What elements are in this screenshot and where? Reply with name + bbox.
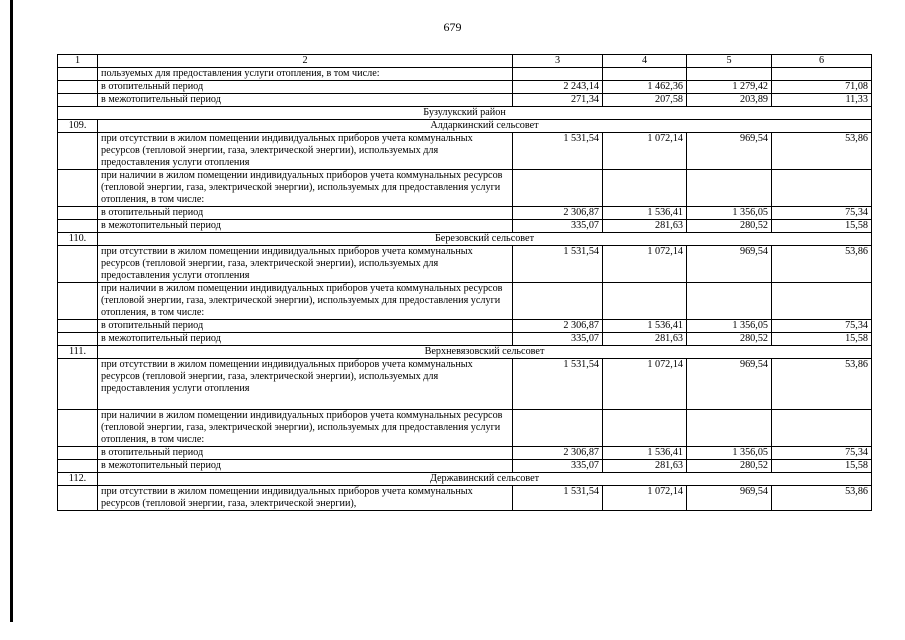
settlement-name: Алдаркинский сельсовет xyxy=(98,120,872,133)
row-description: в отопительный период xyxy=(98,447,513,460)
value-col-5 xyxy=(687,170,772,207)
value-col-5: 1 356,05 xyxy=(687,447,772,460)
row-number-cell xyxy=(58,333,98,346)
value-col-3 xyxy=(513,68,603,81)
value-col-4: 1 072,14 xyxy=(603,133,687,170)
table-row xyxy=(58,246,872,283)
page-number: 679 xyxy=(443,20,462,34)
header-col-4: 4 xyxy=(603,55,687,68)
header-col-5: 5 xyxy=(687,55,772,68)
table-row xyxy=(58,283,872,320)
header-col-3: 3 xyxy=(513,55,603,68)
value-col-3: 2 306,87 xyxy=(513,207,603,220)
value-col-5 xyxy=(687,283,772,320)
value-col-6: 75,34 xyxy=(772,320,872,333)
row-number-cell xyxy=(58,246,98,283)
table-row xyxy=(58,320,872,333)
value-col-4 xyxy=(603,68,687,81)
value-col-6 xyxy=(772,410,872,447)
value-col-3: 335,07 xyxy=(513,220,603,233)
row-number-cell xyxy=(58,486,98,511)
value-col-6 xyxy=(772,283,872,320)
page-edge-bar xyxy=(10,0,13,622)
settlement-header-row xyxy=(58,473,872,486)
value-col-3: 2 306,87 xyxy=(513,447,603,460)
value-col-4 xyxy=(603,410,687,447)
settlement-number: 111. xyxy=(58,346,98,359)
value-col-3: 1 531,54 xyxy=(513,486,603,511)
value-col-5: 280,52 xyxy=(687,220,772,233)
value-col-6: 75,34 xyxy=(772,447,872,460)
table-row xyxy=(58,220,872,233)
table-row xyxy=(58,94,872,107)
settlement-number: 112. xyxy=(58,473,98,486)
header-col-2: 2 xyxy=(98,55,513,68)
value-col-6: 53,86 xyxy=(772,359,872,410)
row-number-cell xyxy=(58,133,98,170)
value-col-3: 1 531,54 xyxy=(513,133,603,170)
row-number-cell xyxy=(58,94,98,107)
value-col-6: 15,58 xyxy=(772,460,872,473)
table-header-row xyxy=(58,55,872,68)
value-col-4: 1 072,14 xyxy=(603,246,687,283)
value-col-4: 281,63 xyxy=(603,460,687,473)
value-col-4: 1 536,41 xyxy=(603,447,687,460)
value-col-5 xyxy=(687,68,772,81)
value-col-3: 335,07 xyxy=(513,460,603,473)
value-col-5: 280,52 xyxy=(687,333,772,346)
row-description: в отопительный период xyxy=(98,81,513,94)
value-col-3: 271,34 xyxy=(513,94,603,107)
row-number-cell xyxy=(58,220,98,233)
row-description: при наличии в жилом помещении индивидуальных приборов учета коммунальных ресурсов (тепловой энергии, газа, электрической энергии), используемых для предоставления услуги отопления, в том числе: xyxy=(98,283,513,320)
value-col-5: 1 356,05 xyxy=(687,320,772,333)
value-col-4: 281,63 xyxy=(603,220,687,233)
value-col-5: 969,54 xyxy=(687,246,772,283)
row-number-cell xyxy=(58,68,98,81)
value-col-4: 207,58 xyxy=(603,94,687,107)
value-col-3: 2 243,14 xyxy=(513,81,603,94)
value-col-4 xyxy=(603,170,687,207)
value-col-6 xyxy=(772,68,872,81)
district-row xyxy=(58,107,872,120)
row-description: в межотопительный период xyxy=(98,220,513,233)
value-col-5: 203,89 xyxy=(687,94,772,107)
value-col-3 xyxy=(513,410,603,447)
value-col-6: 75,34 xyxy=(772,207,872,220)
settlement-name: Березовский сельсовет xyxy=(98,233,872,246)
table-row xyxy=(58,486,872,511)
row-description: в отопительный период xyxy=(98,207,513,220)
value-col-6: 53,86 xyxy=(772,133,872,170)
table-row xyxy=(58,447,872,460)
value-col-4: 1 072,14 xyxy=(603,359,687,410)
settlement-name: Державинский сельсовет xyxy=(98,473,872,486)
settlement-number: 109. xyxy=(58,120,98,133)
district-name: Бузулукский район xyxy=(58,107,872,120)
value-col-6: 15,58 xyxy=(772,333,872,346)
value-col-5: 969,54 xyxy=(687,359,772,410)
row-description: в межотопительный период xyxy=(98,333,513,346)
value-col-4: 1 462,36 xyxy=(603,81,687,94)
settlement-number: 110. xyxy=(58,233,98,246)
row-number-cell xyxy=(58,81,98,94)
value-col-6: 11,33 xyxy=(772,94,872,107)
value-col-6: 53,86 xyxy=(772,246,872,283)
table-row xyxy=(58,170,872,207)
row-number-cell xyxy=(58,410,98,447)
row-description: в отопительный период xyxy=(98,320,513,333)
value-col-5: 969,54 xyxy=(687,486,772,511)
value-col-5: 1 356,05 xyxy=(687,207,772,220)
value-col-3 xyxy=(513,170,603,207)
value-col-5: 1 279,42 xyxy=(687,81,772,94)
value-col-4: 1 536,41 xyxy=(603,320,687,333)
row-description: в межотопительный период xyxy=(98,94,513,107)
row-number-cell xyxy=(58,359,98,410)
value-col-4: 1 536,41 xyxy=(603,207,687,220)
row-number-cell xyxy=(58,283,98,320)
value-col-4 xyxy=(603,283,687,320)
value-col-3 xyxy=(513,283,603,320)
value-col-5: 280,52 xyxy=(687,460,772,473)
settlement-header-row xyxy=(58,346,872,359)
tariff-table xyxy=(57,54,872,511)
row-description: пользуемых для предоставления услуги отопления, в том числе: xyxy=(98,68,513,81)
table-row xyxy=(58,207,872,220)
settlement-name: Верхневязовский сельсовет xyxy=(98,346,872,359)
value-col-3: 1 531,54 xyxy=(513,246,603,283)
table-row xyxy=(58,81,872,94)
row-description: при наличии в жилом помещении индивидуальных приборов учета коммунальных ресурсов (тепловой энергии, газа, электрической энергии), используемых для предоставления услуги отопления, в том числе: xyxy=(98,410,513,447)
header-col-1: 1 xyxy=(58,55,98,68)
row-description: при отсутствии в жилом помещении индивидуальных приборов учета коммунальных ресурсов (тепловой энергии, газа, электрической энергии), используемых для предоставления услуги отопления xyxy=(98,359,513,410)
table-row xyxy=(58,410,872,447)
row-description: в межотопительный период xyxy=(98,460,513,473)
value-col-3: 2 306,87 xyxy=(513,320,603,333)
value-col-6 xyxy=(772,170,872,207)
row-description: при отсутствии в жилом помещении индивидуальных приборов учета коммунальных ресурсов (тепловой энергии, газа, электрической энергии), используемых для предоставления услуги отопления xyxy=(98,133,513,170)
header-col-6: 6 xyxy=(772,55,872,68)
value-col-5 xyxy=(687,410,772,447)
table-row xyxy=(58,68,872,81)
table-row xyxy=(58,133,872,170)
value-col-4: 1 072,14 xyxy=(603,486,687,511)
table-row xyxy=(58,359,872,410)
row-number-cell xyxy=(58,320,98,333)
row-number-cell xyxy=(58,447,98,460)
value-col-3: 335,07 xyxy=(513,333,603,346)
value-col-6: 71,08 xyxy=(772,81,872,94)
settlement-header-row xyxy=(58,120,872,133)
row-description: при наличии в жилом помещении индивидуальных приборов учета коммунальных ресурсов (тепловой энергии, газа, электрической энергии), используемых для предоставления услуги отопления, в том числе: xyxy=(98,170,513,207)
value-col-5: 969,54 xyxy=(687,133,772,170)
value-col-4: 281,63 xyxy=(603,333,687,346)
row-description: при отсутствии в жилом помещении индивидуальных приборов учета коммунальных ресурсов (тепловой энергии, газа, электрической энергии), xyxy=(98,486,513,511)
row-description: при отсутствии в жилом помещении индивидуальных приборов учета коммунальных ресурсов (тепловой энергии, газа, электрической энергии), используемых для предоставления услуги отопления xyxy=(98,246,513,283)
value-col-3: 1 531,54 xyxy=(513,359,603,410)
settlement-header-row xyxy=(58,233,872,246)
table-row xyxy=(58,333,872,346)
row-number-cell xyxy=(58,170,98,207)
row-number-cell xyxy=(58,207,98,220)
value-col-6: 15,58 xyxy=(772,220,872,233)
row-number-cell xyxy=(58,460,98,473)
table-row xyxy=(58,460,872,473)
value-col-6: 53,86 xyxy=(772,486,872,511)
